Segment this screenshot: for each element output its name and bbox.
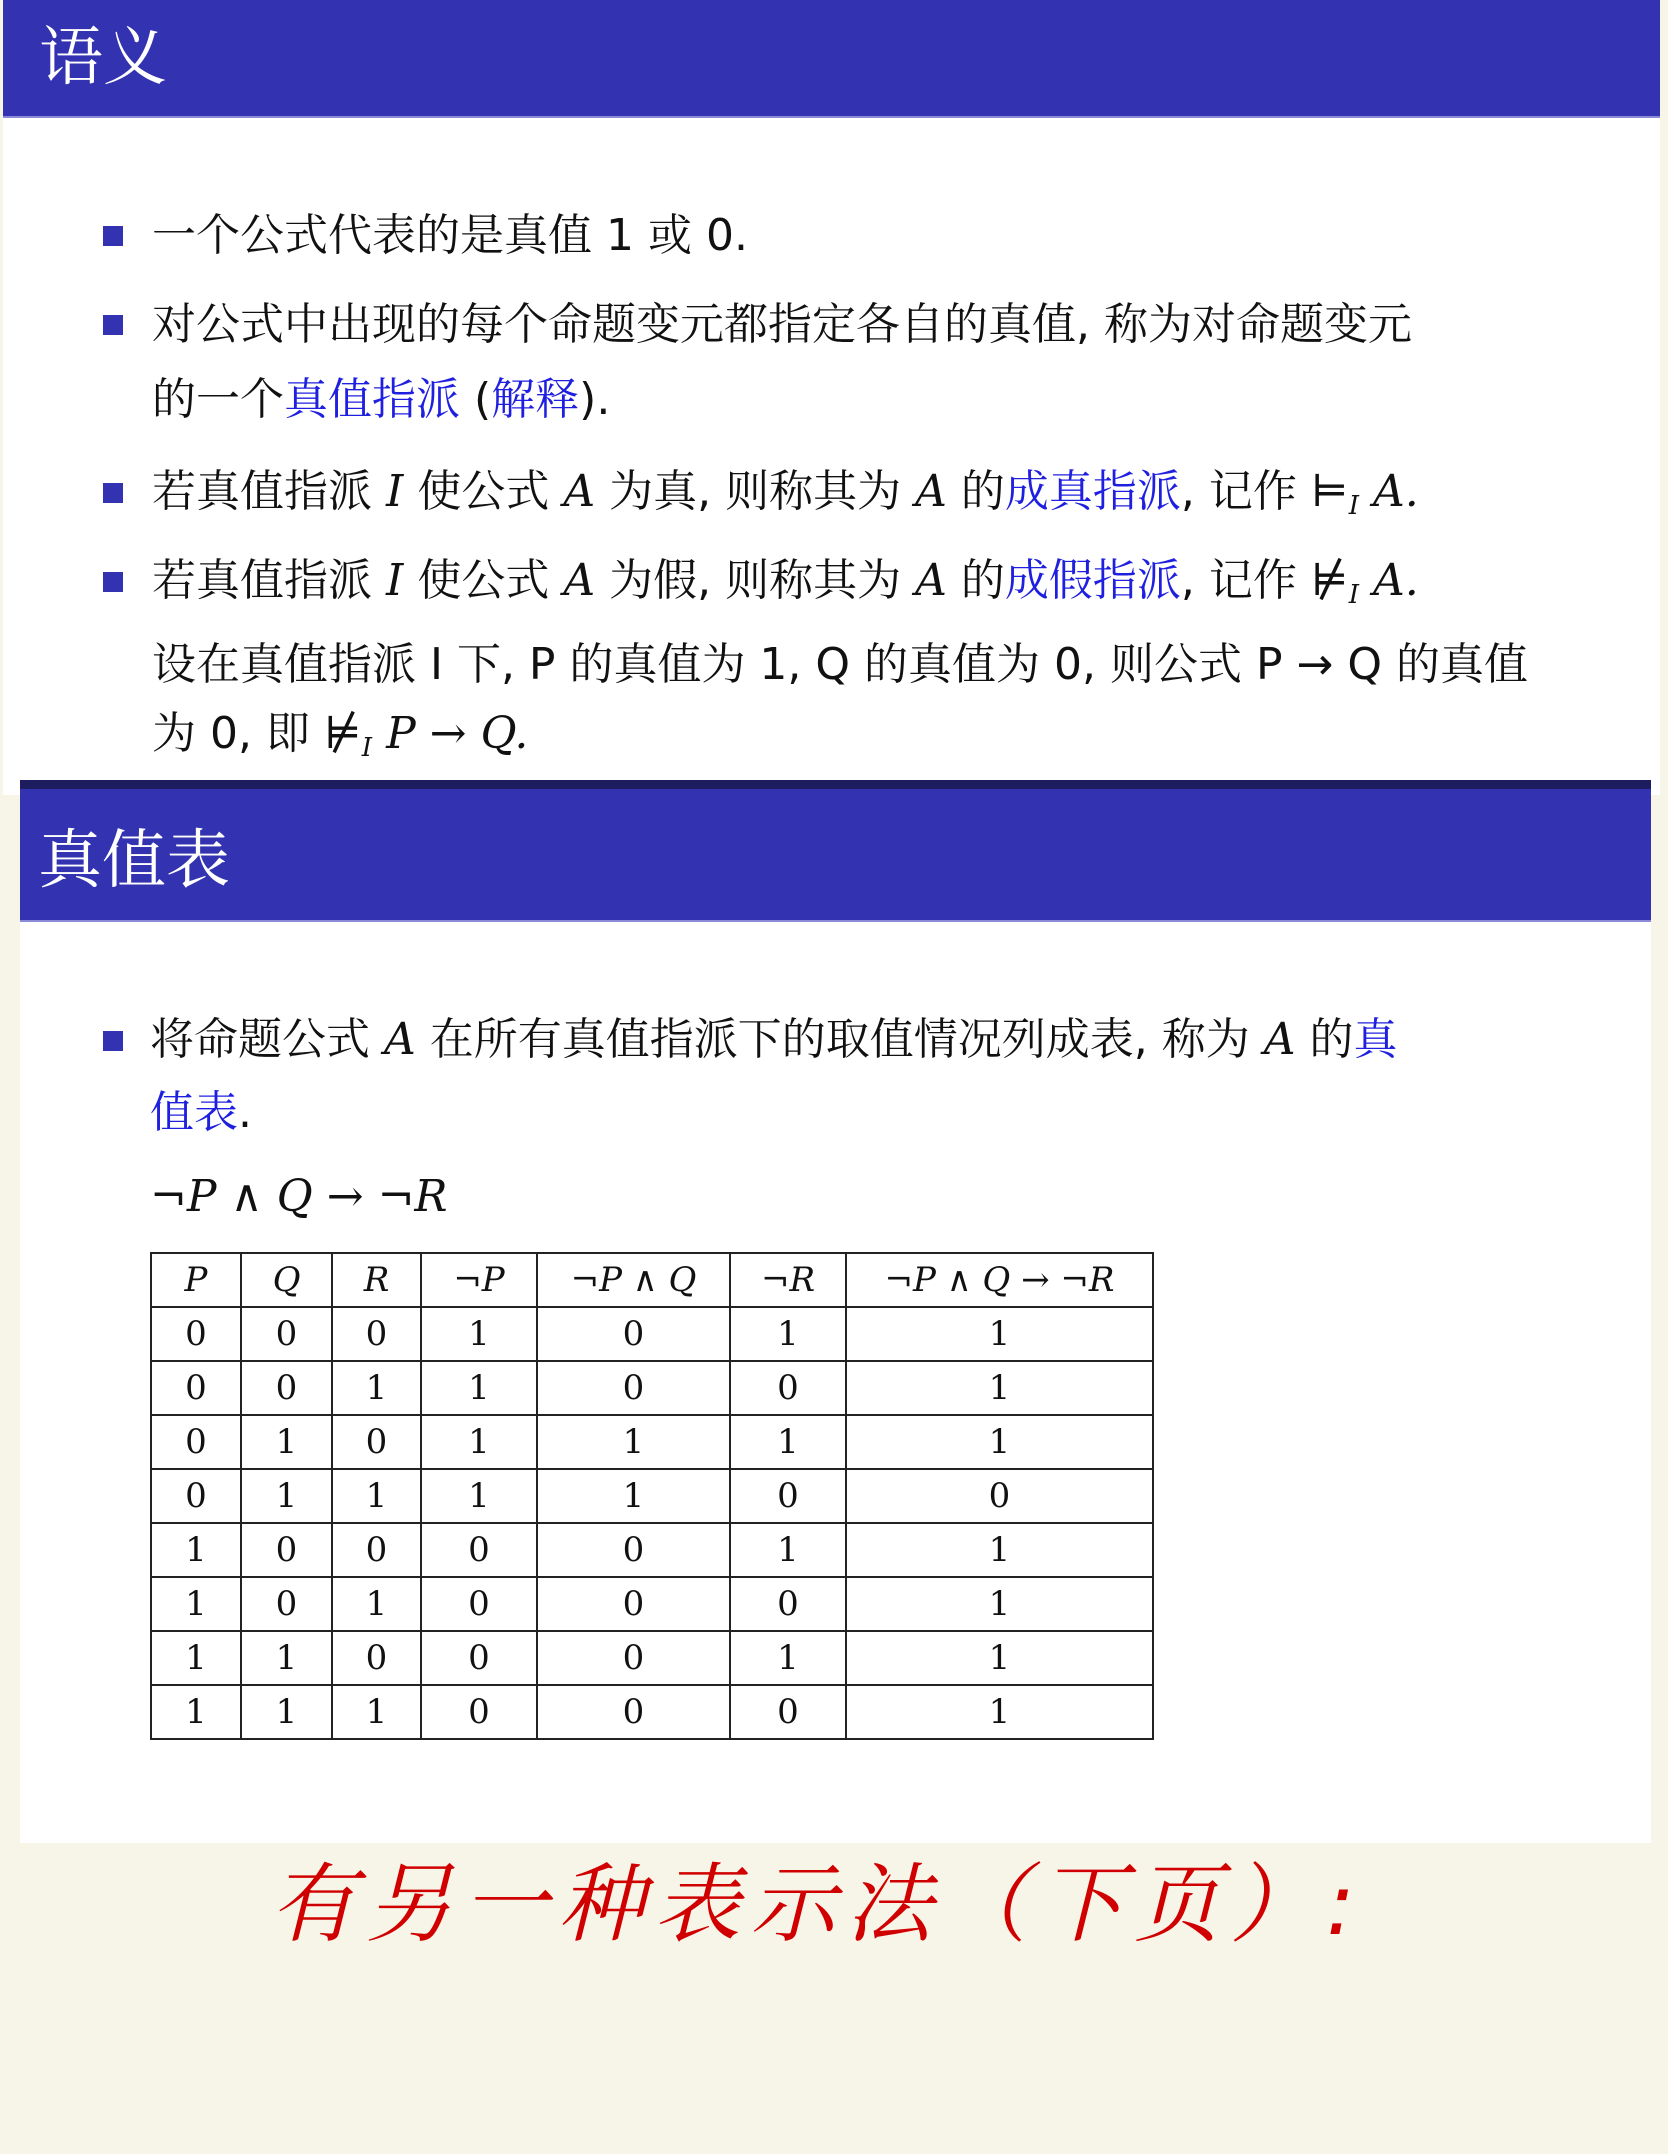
bullet-icon <box>103 483 123 503</box>
table-row <box>151 1469 1153 1523</box>
text: 的 <box>1295 1014 1354 1065</box>
table-cell: 1 <box>241 1631 332 1685</box>
math-var: A <box>384 1014 416 1065</box>
table-cell: 0 <box>332 1631 421 1685</box>
text: 使公式 <box>403 555 564 606</box>
table-cell: 0 <box>241 1523 332 1577</box>
table-cell: 0 <box>151 1469 241 1523</box>
subscript: I <box>1348 580 1359 610</box>
term-truth-assignment: 真值指派 <box>284 374 460 425</box>
term-interpretation: 解释 <box>491 374 580 425</box>
math-var: A. <box>1358 555 1419 606</box>
slide-title: 真值表 <box>38 824 230 898</box>
table-cell: 0 <box>537 1685 730 1739</box>
term-satisfying-assignment: 成真指派 <box>1004 466 1181 517</box>
math-var: A. <box>1358 466 1419 517</box>
table-cell: 0 <box>151 1415 241 1469</box>
table-cell: 0 <box>421 1577 537 1631</box>
table-cell: 0 <box>332 1307 421 1361</box>
table-cell: 1 <box>151 1685 241 1739</box>
table-cell: 0 <box>537 1577 730 1631</box>
table-cell: 0 <box>537 1523 730 1577</box>
table-cell: 1 <box>846 1415 1153 1469</box>
column-header: P <box>151 1253 241 1307</box>
table-cell: 1 <box>846 1523 1153 1577</box>
table-cell: 0 <box>332 1415 421 1469</box>
table-cell: 1 <box>730 1523 846 1577</box>
table-cell: 1 <box>730 1631 846 1685</box>
table-row <box>151 1577 1153 1631</box>
bullet-text-cont <box>150 1087 252 1138</box>
text: , 记作 <box>1180 555 1311 606</box>
text: ). <box>579 374 611 425</box>
text: 的 <box>946 555 1005 606</box>
table-row <box>151 1631 1153 1685</box>
table-cell: 0 <box>537 1361 730 1415</box>
table-row <box>151 1685 1153 1739</box>
math-var: A <box>563 466 596 517</box>
table-cell: 1 <box>537 1415 730 1469</box>
table-cell: 0 <box>537 1307 730 1361</box>
table-cell: 1 <box>846 1307 1153 1361</box>
slide-semantics <box>3 0 1660 795</box>
text: 为假, 则称其为 <box>595 555 916 606</box>
math-var: A <box>915 555 947 606</box>
table-cell: 0 <box>537 1631 730 1685</box>
table-cell: 0 <box>730 1577 846 1631</box>
table-cell: 0 <box>151 1307 241 1361</box>
text: 若真值指派 <box>152 466 386 517</box>
bullet-text <box>150 1014 1398 1065</box>
math-var: A <box>1263 1014 1296 1065</box>
table-cell: 1 <box>846 1685 1153 1739</box>
table-cell: 0 <box>151 1361 241 1415</box>
handwritten-note: 有另一种表示法（下页）: <box>270 1855 1365 1955</box>
table-cell: 1 <box>332 1577 421 1631</box>
text: 的 <box>946 466 1005 517</box>
table-cell: 1 <box>421 1361 537 1415</box>
table-cell: 1 <box>241 1469 332 1523</box>
table-cell: 0 <box>241 1361 332 1415</box>
text: 将命题公式 <box>150 1014 384 1065</box>
text: 使公式 <box>403 466 564 517</box>
table-cell: 1 <box>846 1631 1153 1685</box>
table-cell: 1 <box>730 1415 846 1469</box>
subscript: I <box>361 733 373 763</box>
math-var: A <box>563 555 596 606</box>
table-cell: 0 <box>730 1685 846 1739</box>
table-cell: 1 <box>730 1307 846 1361</box>
term-truth-table: 值表 <box>150 1087 238 1138</box>
text: 在所有真值指派下的取值情况列成表, 称为 <box>415 1014 1264 1065</box>
header-top-strip <box>20 780 1651 789</box>
models-symbol: ⊨ <box>1310 466 1349 517</box>
text: 若真值指派 <box>152 555 386 606</box>
table-cell: 1 <box>421 1307 537 1361</box>
slide-title: 语义 <box>39 21 167 95</box>
table-cell: 1 <box>151 1523 241 1577</box>
text: 的一个 <box>152 374 284 425</box>
bullet-text-1: 一个公式代表的是真值 1 或 0. <box>152 210 748 261</box>
table-row <box>151 1415 1153 1469</box>
table-row <box>151 1361 1153 1415</box>
column-header: ¬P ∧ Q <box>537 1253 730 1307</box>
truth-table <box>150 1252 1154 1740</box>
text: 为 0, 即 <box>152 708 324 759</box>
math-var: I <box>386 555 404 606</box>
math-var: I <box>386 466 404 517</box>
table-cell: 1 <box>332 1361 421 1415</box>
text: ( <box>460 374 492 425</box>
table-cell: 0 <box>421 1685 537 1739</box>
table-row <box>151 1523 1153 1577</box>
table-cell: 1 <box>537 1469 730 1523</box>
math-var: A <box>915 466 947 517</box>
column-header: ¬P <box>421 1253 537 1307</box>
table-cell: 0 <box>241 1307 332 1361</box>
table-cell: 1 <box>241 1415 332 1469</box>
not-models-symbol: ⊭ <box>1310 555 1349 606</box>
bullet-text-4 <box>152 555 1419 610</box>
example-line-2 <box>152 708 529 763</box>
bullet-icon <box>103 226 123 246</box>
bullet-text-3 <box>152 466 1419 521</box>
bullet-icon <box>103 572 123 592</box>
table-header-row <box>151 1253 1153 1307</box>
term-falsifying-assignment: 成假指派 <box>1004 555 1181 606</box>
table-cell: 0 <box>730 1469 846 1523</box>
table-cell: 1 <box>332 1685 421 1739</box>
table-cell: 0 <box>730 1361 846 1415</box>
not-models-symbol: ⊭ <box>323 708 362 759</box>
table-cell: 1 <box>846 1361 1153 1415</box>
text: , 记作 <box>1180 466 1311 517</box>
subscript: I <box>1348 491 1359 521</box>
table-cell: 1 <box>241 1685 332 1739</box>
slide-truth-table <box>20 780 1651 1843</box>
bullet-icon <box>103 1031 123 1051</box>
column-header: R <box>332 1253 421 1307</box>
slide-header <box>3 0 1660 118</box>
math-formula: P → Q. <box>372 708 529 759</box>
table-cell: 1 <box>332 1469 421 1523</box>
formula: ¬P ∧ Q → ¬R <box>150 1171 448 1222</box>
slide-header <box>20 789 1651 922</box>
bullet-icon <box>103 315 123 335</box>
column-header: Q <box>241 1253 332 1307</box>
text: . <box>238 1087 252 1138</box>
example-line-1: 设在真值指派 I 下, P 的真值为 1, Q 的真值为 0, 则公式 P → Q 的真值 <box>152 639 1528 690</box>
bullet-text-2-line2 <box>152 374 611 425</box>
table-cell: 0 <box>332 1523 421 1577</box>
table-cell: 0 <box>241 1577 332 1631</box>
table-cell: 0 <box>846 1469 1153 1523</box>
table-cell: 1 <box>151 1631 241 1685</box>
bullet-text-2-line1: 对公式中出现的每个命题变元都指定各自的真值, 称为对命题变元 <box>152 299 1412 350</box>
table-row <box>151 1307 1153 1361</box>
column-header: ¬P ∧ Q → ¬R <box>846 1253 1153 1307</box>
table-cell: 1 <box>421 1469 537 1523</box>
table-cell: 0 <box>421 1631 537 1685</box>
table-cell: 1 <box>151 1577 241 1631</box>
table-cell: 1 <box>421 1415 537 1469</box>
table-cell: 0 <box>421 1523 537 1577</box>
term-truth-table: 真 <box>1353 1014 1398 1065</box>
column-header: ¬R <box>730 1253 846 1307</box>
text: 为真, 则称其为 <box>595 466 916 517</box>
table-cell: 1 <box>846 1577 1153 1631</box>
